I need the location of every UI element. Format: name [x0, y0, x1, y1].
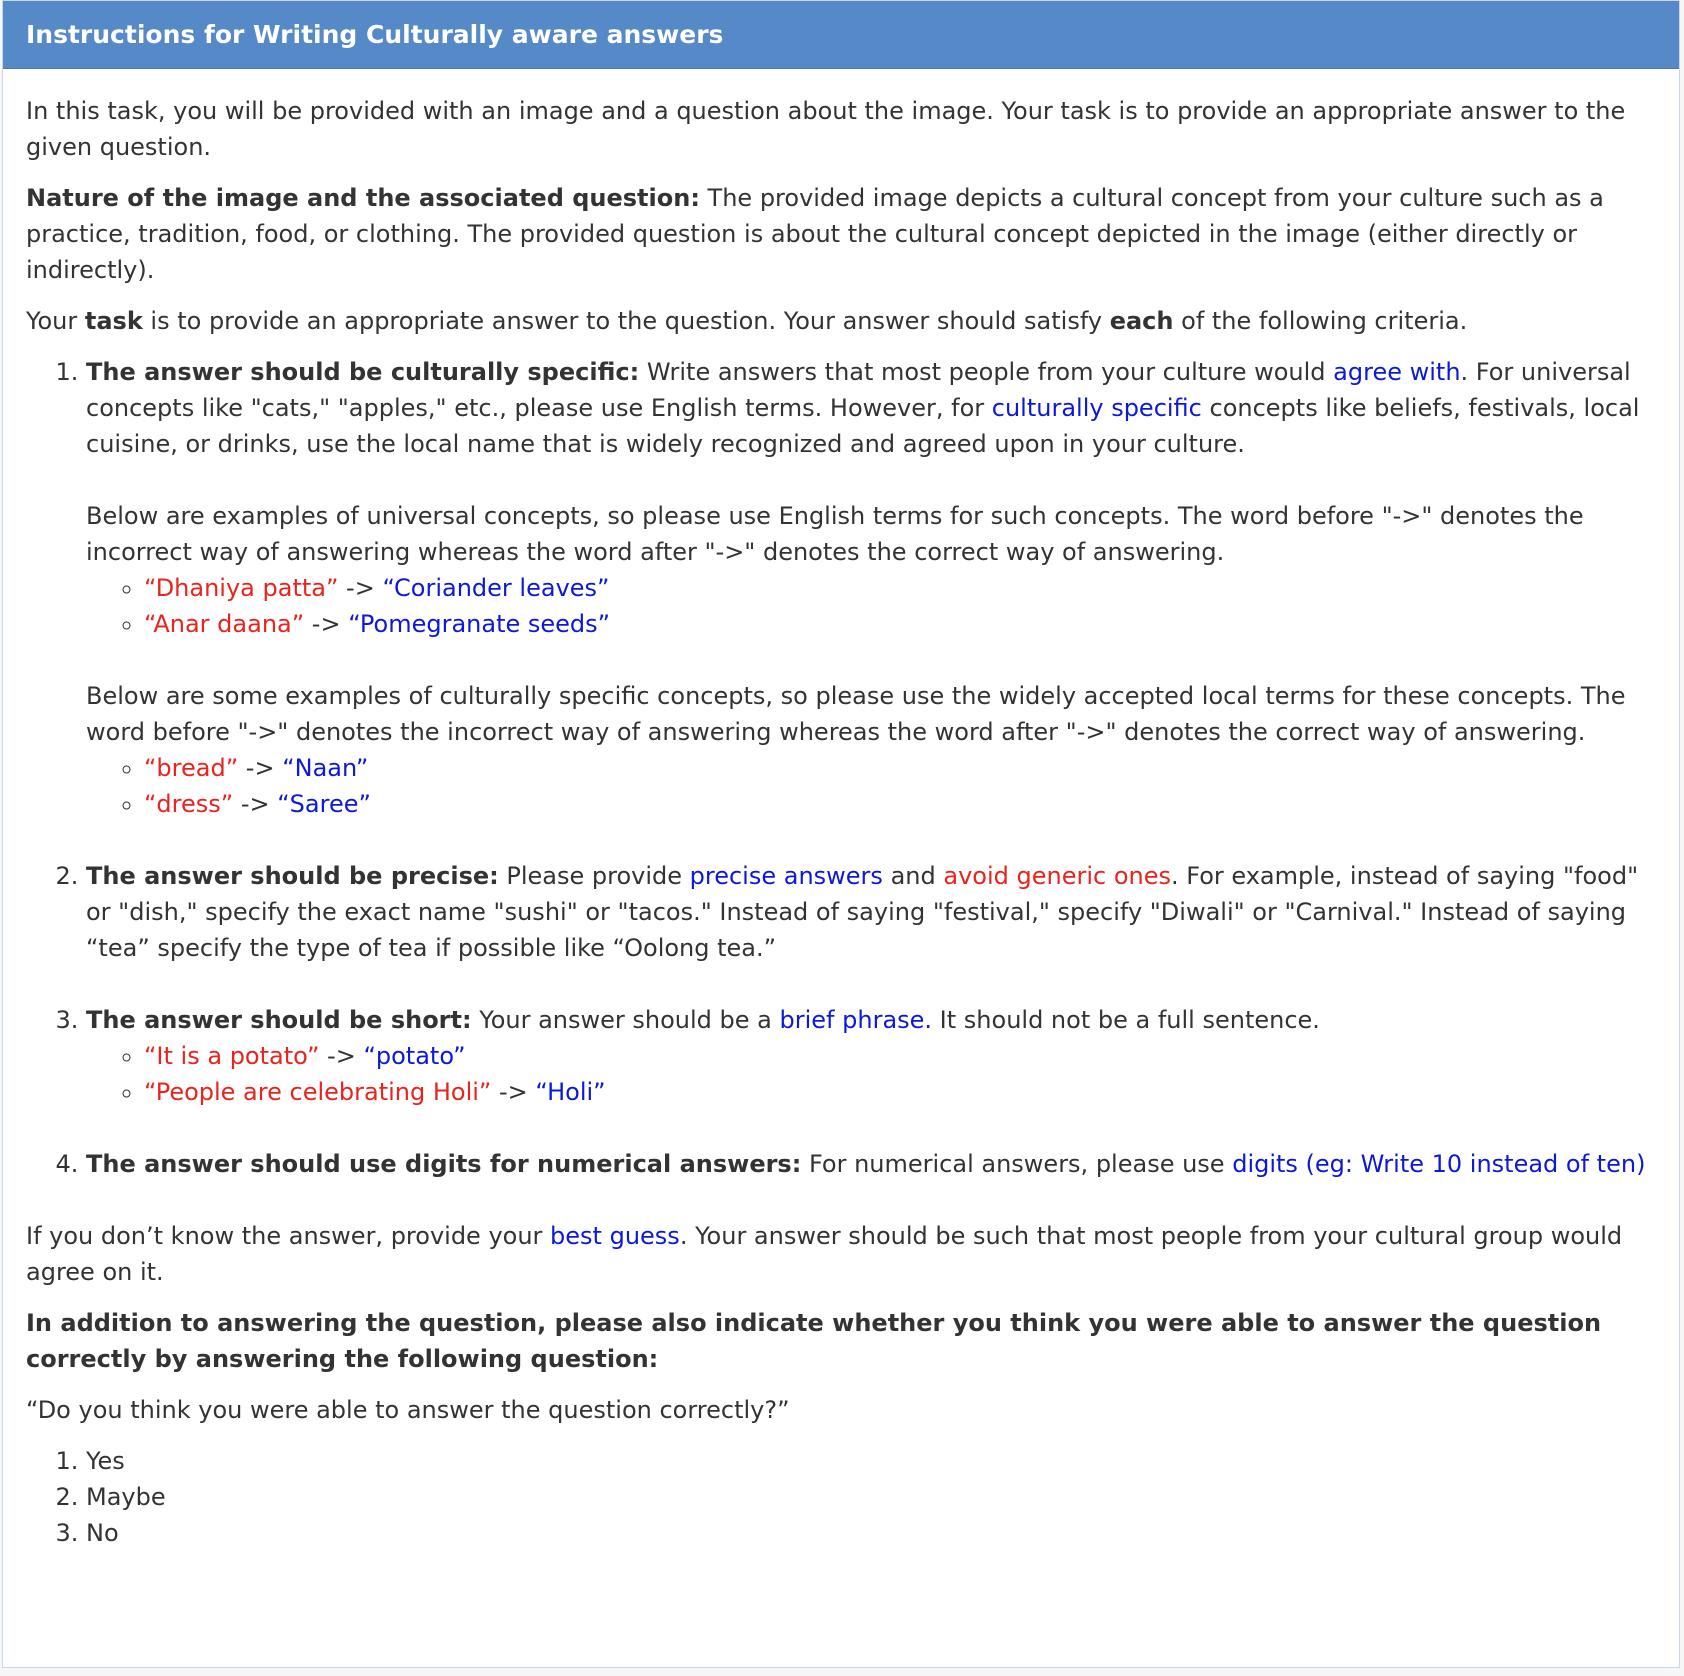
- task-text: is to provide an appropriate answer to the question. Your answer should satisfy: [142, 307, 1110, 335]
- criterion-text: . For universal concepts like "cats," "apples," etc., please use English terms. However, for: [86, 358, 1631, 422]
- addition-paragraph: [26, 1305, 1656, 1377]
- arrow: ->: [233, 790, 278, 818]
- criterion-text: Please provide: [498, 862, 690, 890]
- highlight-digits: digits (eg: Write 10 instead of ten): [1232, 1150, 1646, 1178]
- example-item: [144, 606, 1656, 642]
- criterion-text: and: [882, 862, 944, 890]
- arrow: ->: [304, 610, 349, 638]
- wrong-term: “Anar daana”: [144, 610, 305, 638]
- criterion-title: The answer should use digits for numerical answers:: [86, 1150, 802, 1178]
- right-term: “Saree”: [277, 790, 371, 818]
- option-no: 3. No: [86, 1515, 1656, 1551]
- criterion-precise: [86, 858, 1656, 966]
- specific-examples: [86, 750, 1656, 822]
- highlight-culturally-specific: culturally specific: [991, 394, 1202, 422]
- criterion-text: Write answers that most people from your culture would: [639, 358, 1334, 386]
- criterion-text: concepts like beliefs, festivals, local cuisine, or drinks, use the local name that is widely recognized and agreed upon in your culture.: [86, 394, 1640, 458]
- task-bold: task: [84, 307, 143, 335]
- option-maybe: 2. Maybe: [86, 1479, 1656, 1515]
- specific-intro: Below are some examples of culturally specific concepts, so please use the widely accepted local terms for these concepts. The word before "->" denotes the incorrect way of answering whereas the word after "->" denotes the correct way of answering.: [86, 682, 1626, 746]
- task-text: Your: [26, 307, 85, 335]
- arrow: ->: [338, 574, 383, 602]
- criterion-text: . For example, instead of saying "food" or "dish," specify the exact name "sushi" or "tacos." Instead of saying "festival," specify "Diwali" or "Carnival." Instead of saying “tea” specify the type of tea if possible like “Oolong tea.”: [86, 862, 1639, 962]
- panel-body: [3, 69, 1679, 1551]
- addition-bold: In addition to answering the question, please also indicate whether you think you were able to answer the question correctly by answering the following question:: [26, 1309, 1602, 1373]
- nature-label: Nature of the image and the associated question:: [26, 184, 700, 212]
- intro-paragraph: In this task, you will be provided with an image and a question about the image. Your task is to provide an appropriate answer to the given question.: [26, 97, 1626, 161]
- universal-examples: [86, 570, 1656, 642]
- guess-paragraph: [26, 1218, 1656, 1290]
- criterion-text: It should not be a full sentence.: [932, 1006, 1320, 1034]
- criteria-list: [26, 354, 1656, 1182]
- option-yes: 1. Yes: [86, 1443, 1656, 1479]
- right-term: “Naan”: [282, 754, 369, 782]
- nature-text: The provided image depicts a cultural concept from your culture such as a practice, tradition, food, or clothing. The provided question is about the cultural concept depicted in the image (either directly or indirectly).: [26, 184, 1604, 284]
- example-item: [144, 570, 1656, 606]
- each-bold: each: [1109, 307, 1174, 335]
- nature-paragraph: [26, 180, 1656, 288]
- criterion-text: Your answer should be a: [471, 1006, 780, 1034]
- arrow: ->: [238, 754, 283, 782]
- example-item: [144, 750, 1656, 786]
- task-text: of the following criteria.: [1173, 307, 1468, 335]
- criterion-short: [86, 1002, 1656, 1110]
- criterion-title: The answer should be precise:: [86, 862, 499, 890]
- right-term: “potato”: [363, 1042, 466, 1070]
- short-examples: [86, 1038, 1656, 1110]
- highlight-brief-phrase: brief phrase.: [779, 1006, 933, 1034]
- right-term: “Holi”: [535, 1078, 606, 1106]
- highlight-precise-answers: precise answers: [689, 862, 883, 890]
- answer-options: [26, 1443, 1656, 1551]
- panel-title: Instructions for Writing Culturally aware answers: [3, 1, 1679, 69]
- wrong-term: “Dhaniya patta”: [144, 574, 339, 602]
- universal-intro: Below are examples of universal concepts, so please use English terms for such concepts. The word before "->" denotes the incorrect way of answering whereas the word after "->" denotes the correct way of answering.: [86, 502, 1584, 566]
- criterion-digits: [86, 1146, 1656, 1182]
- highlight-best-guess: best guess: [550, 1222, 680, 1250]
- example-item: [144, 1074, 1656, 1110]
- guess-text: If you don’t know the answer, provide your: [26, 1222, 551, 1250]
- guess-text: . Your answer should be such that most people from your cultural group would agree on it.: [26, 1222, 1623, 1286]
- confidence-question: “Do you think you were able to answer the question correctly?”: [26, 1396, 790, 1424]
- right-term: “Coriander leaves”: [382, 574, 610, 602]
- highlight-agree-with: agree with: [1333, 358, 1461, 386]
- arrow: ->: [491, 1078, 536, 1106]
- arrow: ->: [319, 1042, 364, 1070]
- task-paragraph: [26, 303, 1656, 339]
- right-term: “Pomegranate seeds”: [348, 610, 611, 638]
- example-item: [144, 786, 1656, 822]
- wrong-term: “People are celebrating Holi”: [144, 1078, 492, 1106]
- wrong-term: “It is a potato”: [144, 1042, 320, 1070]
- wrong-term: “dress”: [144, 790, 234, 818]
- criterion-text: For numerical answers, please use: [801, 1150, 1233, 1178]
- instructions-panel: [2, 0, 1680, 1668]
- highlight-avoid-generic: avoid generic ones: [943, 862, 1171, 890]
- criterion-title: The answer should be short:: [86, 1006, 472, 1034]
- criterion-title: The answer should be culturally specific:: [86, 358, 640, 386]
- criterion-culturally-specific: [86, 354, 1656, 822]
- wrong-term: “bread”: [144, 754, 239, 782]
- example-item: [144, 1038, 1656, 1074]
